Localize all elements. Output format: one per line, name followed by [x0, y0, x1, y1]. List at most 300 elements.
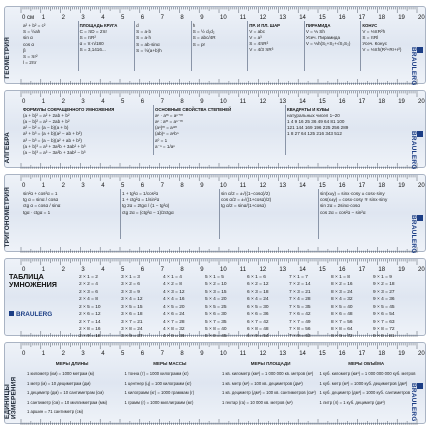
multiplication-column [331, 274, 355, 348]
multiplication-row: 2 × 5 = 10 [79, 304, 101, 310]
ruler-number: 20 [418, 267, 425, 273]
cell-divider [285, 105, 286, 155]
brand-logo: BRAULERG [410, 215, 424, 254]
unit-line: 1 куб. километр (км³) = 1 000 000 000 куб. метров [319, 371, 416, 376]
multiplication-column [247, 274, 271, 348]
ruler-number: 18 [378, 183, 386, 189]
formula-line: V = abc [249, 28, 265, 34]
ruler-side-label: ТРИГОНОМЕТРИЯ [4, 186, 11, 247]
unit-line: 1 литр (л) = 1 куб. дециметр (дм³) [319, 399, 385, 405]
ruler-number: 5 [121, 183, 125, 189]
ruler-number: 6 [140, 183, 145, 189]
multiplication-row: 2 × 7 = 14 [79, 319, 101, 325]
unit-group-heading: МЕРЫ ОБЪЁМА [348, 361, 385, 366]
formula-line: ctg α = cosα / sinα [23, 203, 61, 209]
formula-line: натуральных чисел 1–20 [287, 112, 340, 118]
unit-line: 1 центнер (ц) = 100 килограмм (кг) [124, 380, 192, 386]
multiplication-row: 9 × 7 = 63 [373, 319, 395, 325]
multiplication-row: 6 × 7 = 42 [247, 319, 269, 325]
ruler-number: 0 [22, 351, 26, 357]
unit-line: 1 кв. километр (км²) = 1 000 000 кв. метров (м²) [222, 371, 314, 376]
ruler-number: 11 [239, 351, 247, 357]
ruler-number: 8 [180, 267, 184, 273]
formula-cell [306, 23, 359, 71]
formula-line: S = πr² [23, 53, 38, 59]
formula-heading: ПЛОЩАДЬ КРУГА [79, 23, 118, 28]
unit-line: 1 сантиметр (см) = 10 миллиметрам (мм) [27, 399, 107, 405]
ruler-number: 10 [220, 99, 227, 105]
ruler-number: 2 [61, 351, 65, 357]
formula-line: tgα · ctgα = 1 [23, 209, 51, 215]
ruler-number: 8 [180, 99, 184, 105]
multiplication-row: 9 × 6 = 54 [373, 312, 395, 318]
ruler-number: 15 [319, 99, 326, 105]
multiplication-row: 3 × 5 = 15 [121, 304, 143, 310]
ruler-number: 14 [299, 267, 306, 273]
multiplication-row: 5 × 8 = 40 [205, 326, 227, 332]
ruler-number: 15 [319, 351, 326, 357]
cell-divider [120, 189, 121, 239]
formula-line: 121 144 169 196 225 256 289 [287, 125, 349, 131]
ruler-side-label: АЛГЕБРА [4, 131, 11, 163]
formula-line: S = πRl [362, 34, 379, 40]
cell-divider [153, 105, 154, 155]
formula-cell [23, 107, 151, 155]
formula-line: S = ½ah [23, 29, 41, 35]
multiplication-row: 9 × 3 = 27 [373, 289, 395, 295]
ruler-number: 18 [378, 267, 386, 273]
ruler-number: 20 [418, 183, 425, 189]
formula-cell [80, 23, 133, 71]
ruler-number: 16 [338, 183, 346, 189]
multiplication-row: 6 × 5 = 30 [247, 304, 269, 310]
multiplication-row: 7 × 4 = 28 [289, 297, 311, 303]
formula-heading: КВАДРАТЫ И КУБЫ [287, 107, 330, 112]
unit-line: 1 грамм (г) = 1000 миллиграмм (мг) [124, 399, 194, 405]
ruler-number: 7 [160, 15, 164, 21]
ruler-number: 0 [22, 267, 26, 273]
cell-divider [191, 21, 192, 71]
ruler-number: 19 [398, 267, 405, 273]
formula-line: l = 2πr [23, 60, 37, 66]
formula-line: d [136, 23, 139, 28]
multiplication-row: 9 × 4 = 36 [373, 297, 395, 303]
formula-line: a³ + b³ = (a + b)(a² − ab + b²) [23, 131, 82, 137]
brand-mark-icon [9, 311, 14, 316]
formula-line: 1 + ctg²α = 1/sin²α [122, 197, 160, 203]
ruler-number: 13 [279, 267, 287, 273]
formula-line: S = a·h [136, 35, 152, 41]
multiplication-row: 4 × 5 = 20 [163, 304, 185, 310]
ruler-number: 15 [319, 183, 326, 189]
cell-divider [219, 189, 220, 239]
formula-line: S = pr [192, 41, 206, 47]
brand-logo: BRAULERG [410, 383, 424, 423]
multiplication-row: 4 × 3 = 12 [163, 289, 185, 295]
ruler-number: 19 [398, 99, 405, 105]
formula-line: cos 2α = cos²α − sin²α [320, 209, 366, 215]
ruler-number: 13 [279, 351, 287, 357]
formula-line: (a − b)² = a² − 2ab + b² [23, 118, 70, 124]
ruler-number: 19 [398, 183, 405, 189]
multiplication-row: 2 × 8 = 16 [79, 326, 101, 332]
ruler-number: 11 [239, 15, 247, 21]
multiplication-row: 7 × 8 = 56 [289, 326, 311, 332]
ruler-number: 13 [279, 99, 287, 105]
multiplication-row: 6 × 8 = 48 [247, 326, 269, 332]
multiplication-row: 8 × 6 = 48 [331, 312, 353, 318]
formula-line: β [23, 47, 26, 53]
formula-line: V = ⅓πh(R²+Rr+r²) [362, 47, 402, 53]
multiplication-column [163, 274, 187, 348]
unit-group-heading: МЕРЫ ПЛОЩАДИ [250, 361, 291, 366]
ruler-number: 3 [81, 267, 85, 273]
cell-divider [78, 21, 79, 71]
ruler-number: 8 [180, 183, 184, 189]
ruler-number: 0 см [22, 15, 35, 21]
formula-line: aⁿ : aᵐ = aⁿ⁻ᵐ [155, 118, 183, 124]
ruler-number: 18 [378, 351, 386, 357]
ruler-number: 16 [338, 15, 346, 21]
unit-group-heading: МЕРЫ ДЛИНЫ [55, 361, 89, 366]
ruler-number: 11 [239, 267, 247, 273]
ruler-side-label: ГЕОМЕТРИЯ [4, 37, 11, 79]
multiplication-row: 4 × 8 = 32 [163, 326, 185, 332]
ruler-number: 18 [378, 15, 386, 21]
formula-area [21, 21, 415, 71]
multiplication-row: 8 × 4 = 32 [331, 297, 353, 303]
ruler-number: 4 [101, 267, 105, 273]
multiplication-row: 7 × 9 = 63 [289, 334, 311, 340]
formula-cell [193, 23, 246, 71]
formula-heading: ФОРМУЛЫ СОКРАЩЕННОГО УМНОЖЕНИЯ [23, 107, 115, 112]
ruler-number: 6 [140, 267, 145, 273]
ruler-number: 3 [81, 351, 85, 357]
ruler-number: 20 [418, 99, 425, 105]
ruler-number: 10 [220, 183, 227, 189]
formula-line: Усеч. Пирамида [305, 34, 341, 40]
multiplication-row: 8 × 8 = 64 [331, 326, 353, 332]
formula-line: (aⁿ)ᵐ = aⁿᵐ [155, 125, 178, 131]
ruler-number: 18 [378, 99, 386, 105]
ruler-number: 7 [160, 99, 164, 105]
multiplication-row: 6 × 6 = 36 [247, 312, 269, 318]
brand-mark-icon [417, 131, 423, 137]
multiplication-row: 5 × 4 = 20 [205, 297, 227, 303]
ruler-number: 17 [358, 15, 366, 21]
formula-cell [23, 23, 76, 71]
multiplication-row: 2 × 3 = 6 [79, 289, 98, 295]
formula-cell [320, 191, 415, 239]
formula-line: S = πR² [79, 34, 96, 40]
brand-mark-icon [417, 47, 423, 53]
ruler-number: 12 [259, 183, 267, 189]
formula-line: S = 3,1416... [79, 47, 106, 53]
formula-area [21, 105, 415, 155]
ruler-number: 15 [319, 267, 326, 273]
formula-cell [136, 23, 189, 71]
unit-line: 1 тонна (т) = 1000 килограмм (кг) [124, 371, 189, 376]
brand-mark-icon [417, 215, 423, 221]
multiplication-row: 6 × 3 = 18 [247, 289, 269, 295]
formula-line: 1 4 9 16 25 36 49 64 81 100 [287, 118, 345, 124]
ruler-number: 16 [338, 267, 346, 273]
multiplication-row: 4 × 1 = 4 [163, 275, 182, 280]
formula-area [21, 189, 415, 239]
ruler-multiplication [4, 258, 426, 340]
ruler-number: 17 [358, 267, 366, 273]
multiplication-row: 8 × 9 = 72 [331, 334, 353, 340]
ruler-number: 19 [398, 351, 405, 357]
ruler-number: 12 [259, 267, 267, 273]
multiplication-column [79, 274, 103, 348]
formula-line: a⁻ⁿ = 1/aⁿ [155, 143, 175, 149]
ruler-number: 9 [200, 15, 204, 21]
formula-line: S = a·b [136, 29, 152, 35]
multiplication-row: 8 × 2 = 16 [331, 282, 353, 288]
formula-line: sin²α + cos²α = 1 [23, 191, 58, 196]
multiplication-row: 5 × 5 = 25 [205, 304, 227, 310]
unit-line: 1 килограмм (кг) = 1000 граммам (г) [124, 390, 195, 395]
ruler-number: 0 [22, 183, 26, 189]
multiplication-row: 6 × 4 = 24 [247, 297, 269, 303]
brand-mark-icon [417, 383, 423, 389]
formula-line: S = ab·sinα [136, 41, 160, 47]
formula-line: 1 8 27 64 125 216 343 512 [287, 131, 342, 137]
formula-line: C = πD = 2πr [79, 28, 108, 34]
ruler-number: 6 [140, 15, 145, 21]
formula-line: cos(x±y) = cosx·cosy ∓ sinx·siny [320, 197, 388, 203]
ruler-number: 7 [160, 267, 164, 273]
ruler-number: 2 [61, 267, 65, 273]
formula-line: α = π·n/180 [79, 41, 104, 47]
multiplication-row: 7 × 1 = 7 [289, 275, 308, 280]
ruler-number: 14 [299, 99, 306, 105]
brand-logo: BRAULERG [9, 311, 52, 318]
ruler-number: 5 [121, 351, 125, 357]
ruler-number: 15 [319, 15, 326, 21]
ruler-units [4, 342, 426, 424]
formula-line: (a − b)³ = a³ − 3a²b + 3ab² − b³ [23, 149, 86, 155]
multiplication-row: 4 × 7 = 28 [163, 319, 185, 325]
multiplication-column [205, 274, 229, 348]
formula-cell [362, 23, 415, 71]
formula-line: cos α/2 = ±√((1+cosα)/2) [221, 197, 272, 203]
ruler-number: 5 [121, 99, 125, 105]
multiplication-row: 7 × 7 = 49 [289, 319, 311, 325]
multiplication-row: 8 × 3 = 24 [331, 289, 353, 295]
multiplication-row: 3 × 9 = 27 [121, 334, 143, 340]
formula-heading: ОСНОВНЫЕ СВОЙСТВА СТЕПЕНЕЙ [155, 107, 232, 112]
ruler-number: 16 [338, 351, 346, 357]
unit-line: 1 куб. метр (м³) = 1000 куб. дециметров (дм³) [319, 380, 408, 386]
multiplication-row: 9 × 9 = 81 [373, 334, 395, 340]
ruler-number: 16 [338, 99, 346, 105]
ruler-number: 2 [61, 183, 65, 189]
multiplication-row: 8 × 1 = 8 [331, 275, 350, 280]
formula-cell [221, 191, 316, 239]
formula-line: sin α [23, 35, 33, 41]
unit-line: 1 куб. дециметр (дм³) = 1000 куб. сантиметров [319, 390, 411, 395]
ruler-number: 6 [140, 351, 145, 357]
multiplication-row: 2 × 4 = 8 [79, 297, 98, 303]
ruler-number: 17 [358, 99, 366, 105]
multiplication-row: 3 × 7 = 21 [121, 319, 143, 325]
formula-line: tg 2α = 2tgα / (1 − tg²α) [122, 203, 170, 209]
ruler-trigonometry [4, 174, 426, 252]
unit-line: 1 кв. дециметр (дм²) = 100 кв. сантиметров (см²) [222, 390, 316, 395]
formula-heading: ПИРАМИДА [305, 23, 331, 28]
ruler-number: 5 [121, 15, 125, 21]
brand-logo: BRAULERG [410, 47, 424, 86]
ruler-number: 10 [220, 267, 227, 273]
table-title: ТАБЛИЦА УМНОЖЕНИЯ [9, 272, 57, 289]
cell-divider [134, 21, 135, 71]
cell-divider [304, 21, 305, 71]
ruler-number: 1 [41, 183, 46, 189]
formula-line: cos α [23, 41, 35, 47]
formula-line: (a + b)² = a² + 2ab + b² [23, 112, 70, 118]
formula-line: V = 4/3 πR³ [249, 47, 274, 53]
multiplication-row: 3 × 6 = 18 [121, 312, 143, 318]
multiplication-row: 4 × 9 = 36 [163, 334, 185, 340]
formula-line: tg α = sinα / cosα [23, 197, 59, 203]
ruler-number: 4 [101, 15, 105, 21]
ruler-side-label: ЕДИНИЦЫ ИЗМЕРЕНИЯ [4, 376, 18, 419]
formula-line: Усеч. Конус [362, 41, 387, 47]
ruler-number: 14 [299, 183, 306, 189]
formula-line: tg α/2 = sinα/(1+cosα) [221, 203, 266, 209]
unit-line: 1 гектар (га) = 10 000 кв. метров (м²) [222, 399, 293, 405]
ruler-number: 6 [140, 99, 145, 105]
cell-divider [247, 21, 248, 71]
formula-line: 1 + tg²α = 1/cos²α [122, 191, 159, 196]
ruler-number: 4 [101, 351, 105, 357]
ruler-number: 14 [299, 15, 306, 21]
multiplication-row: 2 × 2 = 4 [79, 282, 98, 288]
ruler-number: 2 [61, 15, 65, 21]
multiplication-row: 5 × 7 = 35 [205, 319, 227, 325]
ruler-number: 13 [279, 15, 287, 21]
ruler-algebra [4, 90, 426, 168]
formula-line: S = 4πR² [249, 41, 269, 47]
formula-line: V = a³ [249, 34, 262, 40]
formula-cell [249, 23, 302, 71]
multiplication-column [289, 274, 313, 348]
multiplication-row: 9 × 5 = 45 [373, 304, 395, 310]
multiplication-row: 3 × 1 = 3 [121, 275, 140, 280]
ruler-number: 9 [200, 99, 204, 105]
formula-line: a⁰ = 1 [155, 137, 168, 143]
ruler-number: 4 [101, 183, 105, 189]
ruler-number: 10 [220, 15, 227, 21]
formula-line: h [192, 23, 196, 28]
multiplication-row: 9 × 1 = 9 [373, 275, 392, 280]
ruler-number: 5 [121, 267, 125, 273]
formula-line: (ab)ⁿ = aⁿbⁿ [155, 131, 179, 137]
formula-line: (a + b)³ = a³ + 3a²b + 3ab² + b³ [23, 143, 86, 149]
multiplication-row: 5 × 9 = 45 [205, 334, 227, 340]
multiplication-row: 4 × 2 = 8 [163, 282, 182, 288]
formula-cell [122, 191, 217, 239]
formula-cell [155, 107, 283, 155]
ruler-number: 8 [180, 351, 184, 357]
multiplication-row: 9 × 2 = 18 [373, 282, 395, 288]
formula-line: V = ⅓πR²h [362, 28, 386, 34]
multiplication-row: 3 × 8 = 24 [121, 326, 143, 332]
multiplication-row: 5 × 1 = 5 [205, 275, 224, 280]
ruler-geometry [4, 6, 426, 84]
multiplication-column [373, 274, 397, 348]
cell-divider [360, 21, 361, 71]
unit-line: 1 метр (м) = 10 дециметрам (дм) [27, 380, 91, 386]
formula-line: S = abc/4R [192, 35, 216, 41]
ruler-number: 1 [41, 267, 46, 273]
multiplication-row: 3 × 3 = 9 [121, 289, 140, 295]
multiplication-row: 4 × 4 = 16 [163, 297, 185, 303]
formula-line: a² − b² = (a − b)(a + b) [23, 125, 69, 131]
multiplication-row: 8 × 7 = 56 [331, 319, 353, 325]
ruler-number: 17 [358, 183, 366, 189]
ruler-number: 3 [81, 99, 85, 105]
ruler-number: 9 [200, 183, 204, 189]
multiplication-row: 2 × 9 = 18 [79, 334, 101, 340]
ruler-number: 12 [259, 99, 267, 105]
unit-line: 1 километр (км) = 1000 метрам (м) [27, 371, 95, 376]
multiplication-row: 7 × 5 = 35 [289, 304, 311, 310]
multiplication-row: 3 × 4 = 12 [121, 297, 143, 303]
ruler-number: 20 [418, 351, 425, 357]
formula-line: sin 2α = 2sinα·cosα [320, 203, 361, 209]
multiplication-row: 3 × 2 = 6 [121, 282, 140, 288]
ruler-number: 2 [61, 99, 65, 105]
multiplication-row: 5 × 3 = 15 [205, 289, 227, 295]
ruler-number: 7 [160, 351, 164, 357]
multiplication-row: 6 × 2 = 12 [247, 282, 269, 288]
ruler-number: 4 [101, 99, 105, 105]
ruler-number: 1 [41, 99, 46, 105]
formula-line: V = ⅓ Sh [305, 28, 325, 34]
ruler-number: 1 [41, 351, 46, 357]
formula-line: aⁿ · aᵐ = aⁿ⁺ᵐ [155, 112, 184, 118]
ruler-number: 17 [358, 351, 366, 357]
multiplication-row: 6 × 9 = 54 [247, 334, 269, 340]
ruler-number: 10 [220, 351, 227, 357]
formula-cell [287, 107, 415, 155]
multiplication-row: 7 × 2 = 14 [289, 282, 311, 288]
multiplication-row: 7 × 3 = 21 [289, 289, 311, 295]
formula-heading: КОНУС [362, 23, 378, 28]
ruler-number: 11 [239, 183, 247, 189]
formula-line: S = ½ d₁d₂ [192, 29, 215, 35]
formula-line: S = ½(a+b)h [136, 47, 162, 53]
ruler-number: 9 [200, 267, 204, 273]
ruler-number: 14 [299, 351, 306, 357]
multiplication-row: 4 × 6 = 24 [163, 312, 185, 318]
ruler-number: 3 [81, 15, 85, 21]
ruler-number: 9 [200, 351, 204, 357]
multiplication-row: 8 × 5 = 40 [331, 304, 353, 310]
ruler-number: 20 [418, 15, 425, 21]
ruler-number: 8 [180, 15, 184, 21]
ruler-number: 13 [279, 183, 287, 189]
multiplication-row: 5 × 2 = 10 [205, 282, 227, 288]
unit-line: 1 дециметр (дм) = 10 сантиметрам (см) [27, 390, 104, 395]
unit-group-heading: МЕРЫ МАССЫ [153, 361, 187, 366]
ruler-number: 0 [22, 99, 26, 105]
unit-line: 1 аршин = 71 сантиметр (см) [27, 409, 83, 414]
ruler-number: 3 [81, 183, 85, 189]
